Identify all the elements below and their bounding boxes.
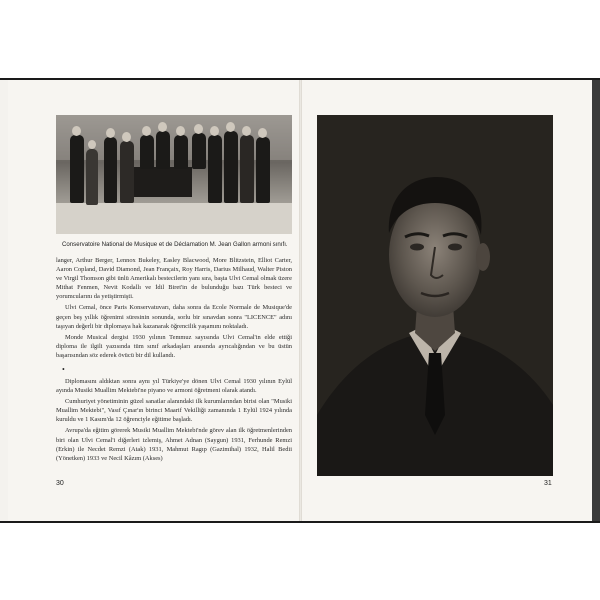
photo-piano xyxy=(134,167,192,197)
page-number-right: 31 xyxy=(544,480,552,487)
photo-figure xyxy=(120,141,134,203)
photo-figure xyxy=(192,133,206,169)
class-photo xyxy=(56,115,292,234)
photo-figure xyxy=(156,131,170,169)
photo-figure xyxy=(208,135,222,203)
photo-head xyxy=(226,122,235,132)
page-number-left: 30 xyxy=(56,480,64,487)
photo-head xyxy=(176,126,185,136)
photo-head xyxy=(122,132,131,142)
photo-figure xyxy=(70,135,84,203)
section-separator: • xyxy=(62,365,65,374)
photo-figure xyxy=(104,137,117,203)
photo-head xyxy=(142,126,151,136)
photo-head xyxy=(158,122,167,132)
body-text-upper xyxy=(56,256,292,360)
photo-figure xyxy=(224,131,238,203)
portrait-illustration xyxy=(317,115,553,476)
paragraph: Ulvi Cemal, önce Paris Konservatuvarı, daha sonra da Ecole Normale de Musique'de geçen beş yıllık öğrenimi süresinin sonunda, sorlu bir sınavdan sonra "LICENCE" adını taşıyan değerli bir diplomaya hak kazanarak öğrencilik yaşamını noktaladı. xyxy=(56,304,292,330)
paragraph: Avrupa'da eğitim görerek Musiki Muallim Mektebi'nde görev alan ilk öğretmenlerinden biri olan Ulvi Cemal'i diğerleri izlemiş, Ahmet Adnan (Saygun) 1931, Ferhunde Remzi (Erkin) ile Necdet Remzi (Atak) 1931, Mahmut Ragıp (Gazimihal) 1932, Halil Bedii (Yönetken) 1933 ve Necil Kâzım (Akses) xyxy=(56,427,292,462)
photo-head xyxy=(210,126,219,136)
photo-caption: Conservatoire National de Musique et de Déclamation M. Jean Gallon armoni sınıfı. xyxy=(62,241,288,248)
photo-floor xyxy=(56,203,292,234)
photo-figure xyxy=(86,149,98,205)
photo-head xyxy=(242,126,251,136)
photo-figure xyxy=(240,135,254,203)
photo-head xyxy=(72,126,81,136)
paragraph: langer, Arthur Berger, Lennox Bukeley, Easley Blacwood, More Blitzstein, Elliot Carter, Aaron Copland, David Diamond, Jean Françaix, Roy Harris, Darius Milhaud, Walter Piston ve Virgil Thomson gibi ünlü Amerikalı bestecilerin yanı sıra, başta Ulvi Cemal olmak üzere Mithat Fenmen, Nevit Kodallı ve İdil Biret'in de bulunduğu bazı Türk besteci ve yorumcularını da yetiştirmişti. xyxy=(56,257,292,301)
photo-figure xyxy=(256,137,270,203)
page-edge xyxy=(592,80,600,521)
photo-head xyxy=(258,128,267,138)
photo-head xyxy=(194,124,203,134)
photo-head xyxy=(106,128,115,138)
portrait-photo xyxy=(317,115,553,476)
paragraph: Monde Musical dergisi 1930 yılının Temmuz sayısında Ulvi Cemal'in elde ettiği diploma ile ilgili yazısında tüm sınıf arkadaşları arasında ayrıcalığından ve bu üstün başarısından söz ederek övücü bir dil kullandı. xyxy=(56,333,292,359)
paragraph: Cumhuriyet yönetiminin güzel sanatlar alanındaki ilk kurumlarından birisi olan "Musiki Muallim Mektebi", Vasıf Çınar'ın birinci Maarif Vekilliği zamanında 1 Eylül 1924 yılında kuruldu ve 1 Kasım'da 12 öğrenciyle eğitime başladı. xyxy=(56,398,292,424)
photo-head xyxy=(88,140,96,149)
bottom-rule xyxy=(0,521,600,523)
paragraph: Diplomasını aldıktan sonra aynı yıl Türkiye'ye dönen Ulvi Cemal 1930 yılının Eylül ayında Musiki Muallim Mektebi'ne piyano ve armoni öğretmeni olarak atandı. xyxy=(56,378,292,395)
photo-figure xyxy=(140,135,154,169)
photo-figure xyxy=(174,135,188,169)
body-text-lower xyxy=(56,377,292,463)
